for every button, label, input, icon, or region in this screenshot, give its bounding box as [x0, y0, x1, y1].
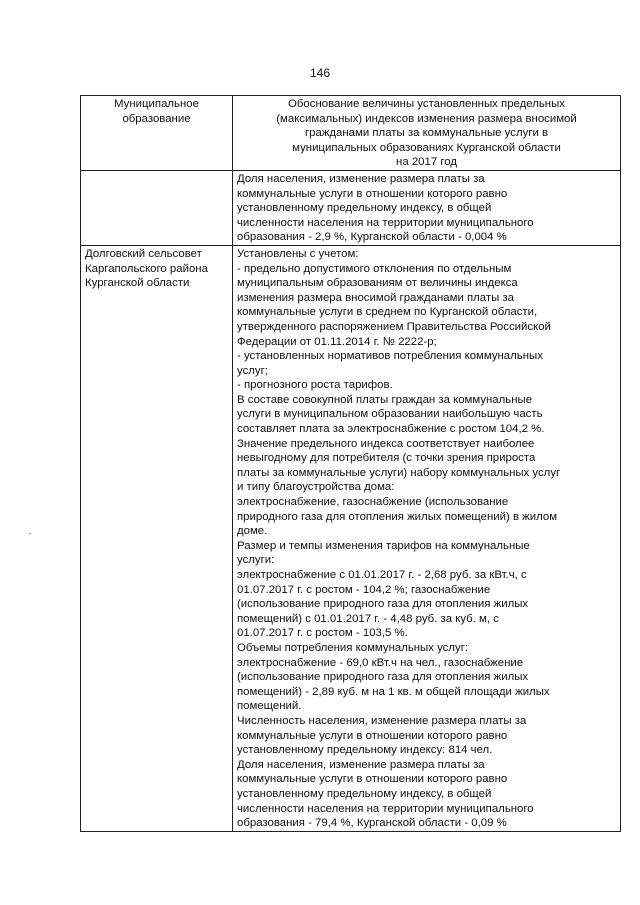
- continuation-municipality-cell: [81, 170, 233, 245]
- municipality-name-line: Курганской области: [85, 277, 190, 290]
- header-rationale: [233, 96, 621, 171]
- continuation-row: [81, 170, 621, 245]
- municipality-name-line: Каргапольского района: [85, 262, 208, 275]
- continuation-text-line: установленному предельному индексу, в общей: [237, 202, 492, 215]
- municipality-cell: [81, 245, 233, 831]
- rationale-table: [80, 95, 621, 832]
- rationale-text-line: доме.: [237, 525, 268, 538]
- rationale-text-line: образования - 79,4 %, Курганской области - 0,09 %: [237, 817, 507, 830]
- rationale-text-line: помещений.: [237, 700, 302, 713]
- continuation-text-line: коммунальные услуги в отношении которого равно: [237, 187, 508, 200]
- rationale-text-line: и типу благоустройства дома:: [237, 481, 395, 494]
- rationale-text-line: - предельно допустимого отклонения по отдельным: [237, 262, 512, 275]
- continuation-text-line: Доля населения, изменение размера платы за: [237, 172, 485, 185]
- rationale-text-line: Установлены с учетом:: [237, 247, 359, 260]
- rationale-text-line: Численность населения, изменение размера платы за: [237, 714, 527, 727]
- header-rationale-line: на 2017 год: [396, 156, 457, 169]
- rationale-text-line: услуги:: [237, 554, 275, 567]
- rationale-text-line: - установленных нормативов потребления коммунальных: [237, 350, 543, 363]
- header-municipality-line: образование: [122, 112, 191, 125]
- rationale-text-line: В составе совокупной платы граждан за коммунальные: [237, 393, 533, 406]
- rationale-text-line: Доля населения, изменение размера платы за: [237, 758, 485, 771]
- header-rationale-line: муниципальных образованиях Курганской области: [292, 141, 561, 154]
- header-rationale-line: Обоснование величины установленных предельных: [288, 98, 565, 110]
- header-municipality: [81, 96, 233, 171]
- rationale-text-line: Федерации от 01.11.2014 г. № 2222-р;: [237, 335, 437, 348]
- rationale-text-line: электроснабжение - 69,0 кВт.ч на чел., газоснабжение: [237, 656, 524, 669]
- header-rationale-line: гражданами платы за коммунальные услуги в: [304, 127, 549, 140]
- rationale-text-line: услуги в муниципальном образовании наибольшую часть: [237, 408, 543, 421]
- rationale-text-line: (использование природного газа для отопления жилых: [237, 671, 529, 684]
- rationale-text-line: коммунальные услуги в отношении которого равно: [237, 729, 508, 742]
- rationale-text-line: изменения размера вносимой гражданами платы за: [237, 291, 514, 304]
- scan-speck: [29, 533, 31, 534]
- rationale-text-line: электроснабжение с 01.01.2017 г. - 2,68 руб. за кВт.ч, с: [237, 569, 527, 581]
- rationale-text-line: численности населения на территории муниципального: [237, 802, 534, 815]
- rationale-text-line: Значение предельного индекса соответствует наиболее: [237, 437, 535, 450]
- page-number: 146: [309, 66, 331, 80]
- rationale-text-line: утвержденного распоряжением Правительства Российской: [237, 320, 551, 333]
- header-municipality-line: Муниципальное: [114, 98, 199, 110]
- header-rationale-line: (максимальных) индексов изменения размера вносимой: [276, 112, 577, 125]
- rationale-text-line: коммунальные услуги в отношении которого равно: [237, 773, 508, 786]
- rationale-text-line: коммунальные услуги в среднем по Курганской области,: [237, 306, 538, 319]
- rationale-text-line: установленному предельному индексу: 814 чел.: [237, 744, 493, 757]
- rationale-text-line: (использование природного газа для отопления жилых: [237, 598, 529, 611]
- rationale-text-line: помещений) с 01.01.2017 г. - 4,48 руб. за куб. м, с: [237, 612, 499, 625]
- table-row: [81, 245, 621, 831]
- rationale-text-line: муниципальным образованиям от величины индекса: [237, 277, 518, 290]
- rationale-text-line: 01.07.2017 г. с ростом - 103,5 %.: [237, 627, 408, 640]
- municipality-name-line: Долговский сельсовет: [85, 247, 202, 260]
- rationale-text-line: Размер и темпы изменения тарифов на коммунальные: [237, 539, 530, 552]
- rationale-cell: [233, 245, 621, 831]
- rationale-text-line: Объемы потребления коммунальных услуг:: [237, 641, 469, 654]
- rationale-text-line: невыгодному для потребителя (с точки зрения прироста: [237, 452, 536, 465]
- rationale-text-line: природного газа для отопления жилых помещений) в жилом: [237, 510, 558, 523]
- rationale-text-line: 01.07.2017 г. с ростом - 104,2 %; газоснабжение: [237, 583, 491, 596]
- table-header-row: [81, 96, 621, 171]
- rationale-text-line: помещений) - 2,89 куб. м на 1 кв. м общей площади жилых: [237, 685, 550, 698]
- continuation-rationale-cell: [233, 170, 621, 245]
- continuation-text-line: численности населения на территории муниципального: [237, 216, 534, 229]
- rationale-text-line: установленному предельному индексу, в общей: [237, 787, 492, 800]
- rationale-text-line: - прогнозного роста тарифов.: [237, 379, 393, 392]
- rationale-text-line: электроснабжение, газоснабжение (использование: [237, 496, 509, 509]
- rationale-text-line: услуг;: [237, 364, 268, 377]
- rationale-text-line: составляет плата за электроснабжение с ростом 104,2 %.: [237, 423, 545, 436]
- continuation-text-line: образования - 2,9 %, Курганской области - 0,004 %: [237, 231, 507, 244]
- rationale-text-line: платы за коммунальные услуги) набору коммунальных услуг: [237, 466, 561, 479]
